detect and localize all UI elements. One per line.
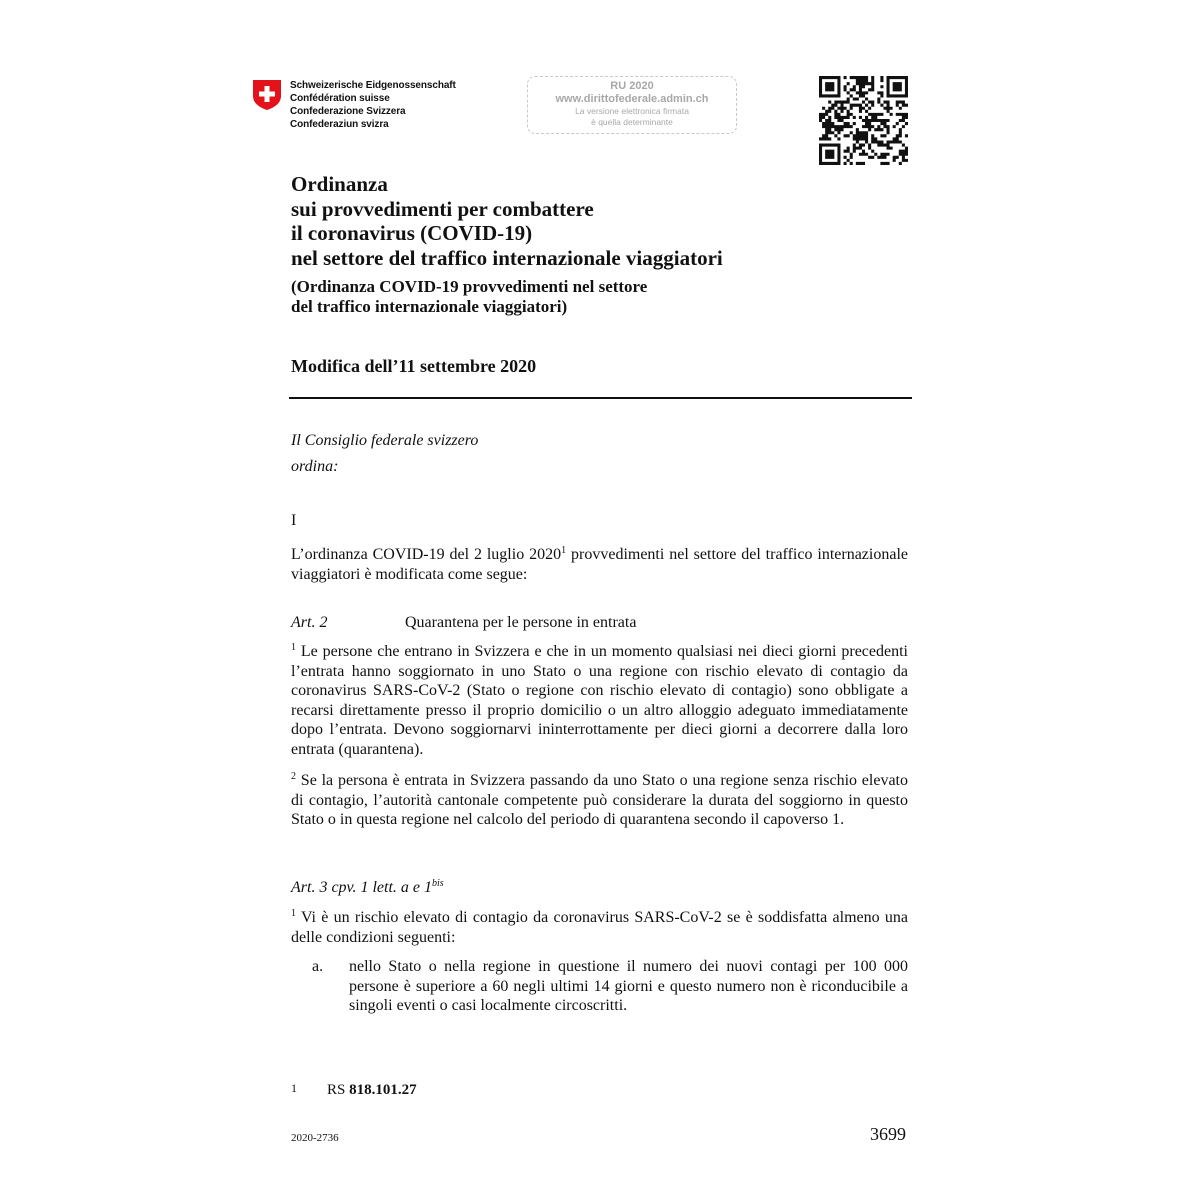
- confederation-name-de: Schweizerische Eidgenossenschaft: [290, 80, 456, 91]
- list-item-label: a.: [312, 958, 324, 975]
- page-number: 3699: [870, 1124, 906, 1144]
- intro-text-end: provvedimenti nel settore del traffico internazionale viaggiatori è modificata come segue:: [291, 546, 908, 583]
- article-3-heading: [291, 878, 444, 898]
- preamble: [291, 428, 478, 480]
- official-publication-stamp: [527, 76, 737, 134]
- swiss-cross-shield-icon: [252, 79, 282, 111]
- list-item: [312, 957, 908, 1016]
- footnote: [291, 1078, 417, 1100]
- preamble-decree: ordina:: [291, 458, 339, 475]
- paragraph-text: Se la persona è entrata in Svizzera passando da uno Stato o una regione senza rischio elevato di contagio, l’autorità cantonale competente può considerare la durata del soggiorno in questo Stato o in questa regione nel calcolo del periodo di quarantena secondo il capoverso 1.: [291, 772, 908, 829]
- paragraph-number: 2: [291, 771, 296, 782]
- intro-text-start: L’ordinanza COVID-19 del 2 luglio 2020: [291, 546, 562, 563]
- article-title: Quarantena per le persone in entrata: [405, 614, 637, 631]
- footnote-reference[interactable]: 1: [561, 545, 567, 556]
- article-2-paragraph-1: [291, 642, 908, 760]
- stamp-note-line1: La versione elettronica firmata: [575, 106, 689, 116]
- confederation-name-fr: Confédération suisse: [290, 93, 390, 104]
- footnote-number: 1: [291, 1081, 297, 1095]
- amendment-date: Modifica dell’11 settembre 2020: [291, 356, 537, 376]
- confederation-name-rm: Confederaziun svizra: [290, 119, 389, 130]
- stamp-url: www.dirittofederale.admin.ch: [555, 93, 709, 105]
- amendment-intro: [291, 545, 908, 584]
- qr-code-icon: [819, 76, 908, 165]
- paragraph-number: 1: [291, 642, 296, 653]
- article-number: Art. 2: [291, 614, 328, 631]
- short-title-line: (Ordinanza COVID-19 provvedimenti nel settore: [291, 277, 648, 296]
- confederation-name-it: Confederazione Svizzera: [290, 106, 406, 117]
- qr-code-modules: [819, 76, 908, 165]
- paragraph-text: Le persone che entrano in Svizzera e che in un momento qualsiasi nei dieci giorni precedenti l’entrata hanno soggiornato in uno Stato o una regione con rischio elevato di contagio da coronavirus SARS-CoV-2 (Stato o regione con rischio elevato di contagio) sono obbligate a recarsi direttamente presso il proprio domicilio o un altro alloggio adeguato immediatamente dopo l’entrata. Devono soggiornarvi ininterrottamente per dieci giorni a decorrere dalla loro entrata (quarantena).: [291, 643, 908, 758]
- stamp-note-line2: è quella determinante: [591, 117, 673, 127]
- title-divider: [289, 397, 912, 399]
- preamble-authority: Il Consiglio federale svizzero: [291, 432, 479, 449]
- list-item-text: nello Stato o nella regione in questione il numero dei nuovi contagi per 100 000 persone è superiore a 60 negli ultimi 14 giorni e questo numero non è riconducibile a singoli eventi o casi localmente circoscritti.: [349, 958, 908, 1015]
- ordinance-short-title: [291, 277, 647, 316]
- paragraph-number: 1: [291, 908, 296, 919]
- footnote-prefix: RS: [327, 1082, 350, 1098]
- title-line: nel settore del traffico internazionale viaggiatori: [291, 245, 723, 270]
- confederation-names: [290, 79, 456, 131]
- ordinance-title: [291, 172, 723, 270]
- section-number: I: [291, 512, 297, 529]
- article-3-heading-text: Art. 3 cpv. 1 lett. a e 1: [291, 879, 432, 896]
- paragraph-text: Vi è un rischio elevato di contagio da coronavirus SARS-CoV-2 se è soddisfatta almeno una delle condizioni seguenti:: [291, 909, 908, 946]
- article-3-paragraph-1: [291, 908, 908, 947]
- article-3-heading-sup: bis: [432, 878, 444, 889]
- footnote-reference-number[interactable]: 818.101.27: [349, 1082, 417, 1098]
- title-line: il coronavirus (COVID-19): [291, 221, 533, 245]
- document-id: 2020-2736: [291, 1132, 339, 1144]
- article-2-paragraph-2: [291, 771, 908, 830]
- title-line: Ordinanza: [291, 172, 388, 196]
- article-2-heading: [291, 613, 636, 633]
- short-title-line: del traffico internazionale viaggiatori): [291, 296, 568, 316]
- stamp-collection-ref: RU 2020: [610, 80, 654, 92]
- title-line: sui provvedimenti per combattere: [291, 196, 594, 221]
